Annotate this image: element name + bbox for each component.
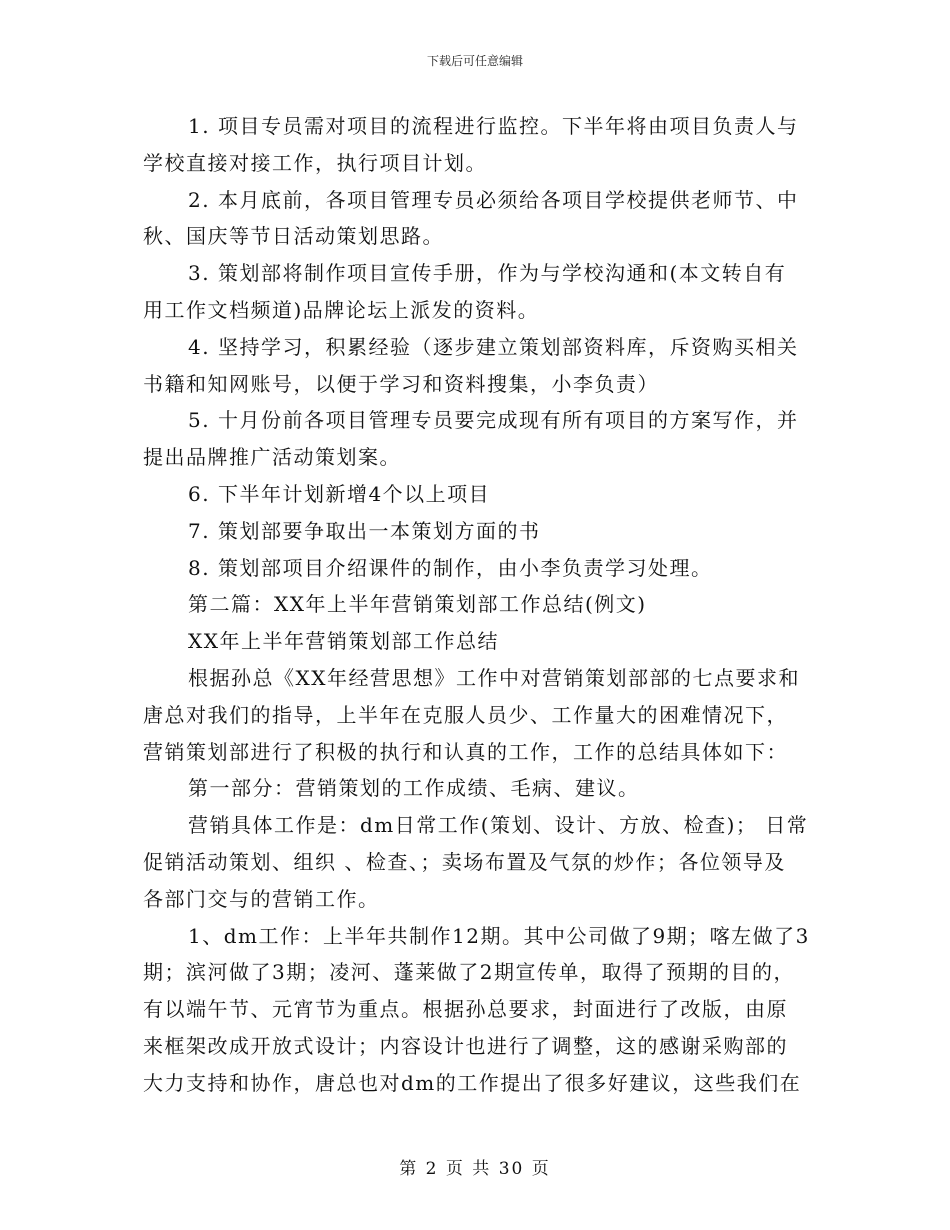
text-line: 营销策划部进行了积极的执行和认真的工作，工作的总结具体如下： (143, 739, 788, 764)
page-header: 下载后可任意编辑 (426, 54, 523, 68)
text-line: 1、dm工作：上半年共制作12期。其中公司做了9期；喀左做了3 (188, 923, 810, 948)
page-footer: 第 2 页 共 30 页 (399, 1159, 551, 1179)
text-line: 3. 策划部将制作项目宣传手册，作为与学校沟通和(本文转自有 (188, 261, 787, 286)
body-text (143, 108, 813, 1102)
text-line: 唐总对我们的指导，上半年在克服人员少、工作量大的困难情况下， (143, 702, 788, 727)
text-line: 8. 策划部项目介绍课件的制作，由小李负责学习处理。 (188, 555, 713, 580)
text-line: 2. 本月底前，各项目管理专员必须给各项目学校提供老师节、中 (188, 187, 799, 212)
text-line: 5. 十月份前各项目管理专员要完成现有所有项目的方案写作，并 (188, 408, 799, 433)
text-line: 7. 策划部要争取出一本策划方面的书 (188, 518, 541, 543)
text-line: 大力支持和协作，唐总也对dm的工作提出了很多好建议，这些我们在 (143, 1070, 802, 1095)
text-line: 用工作文档频道)品牌论坛上派发的资料。 (143, 297, 540, 322)
text-line: 各部门交与的营销工作。 (143, 886, 380, 911)
text-line: 营销具体工作是：dm日常工作(策划、设计、方放、检查)； 日常 (188, 813, 809, 838)
text-line: XX年上半年营销策划部工作总结 (188, 629, 499, 654)
text-line: 促销活动策划、组织 、检查、；卖场布置及气氛的炒作；各位领导及 (143, 849, 786, 874)
text-line: 第二篇：XX年上半年营销策划部工作总结(例文) (188, 592, 647, 617)
text-line: 来框架改成开放式设计；内容设计也进行了调整，这的感谢采购部的 (143, 1033, 788, 1058)
text-line: 1. 项目专员需对项目的流程进行监控。下半年将由项目负责人与 (188, 114, 799, 138)
text-line: 6. 下半年计划新增4个以上项目 (188, 481, 491, 506)
text-line: 学校直接对接工作，执行项目计划。 (143, 150, 487, 175)
text-line: 书籍和知网账号，以便于学习和资料搜集，小李负责） (143, 371, 659, 396)
text-line: 有以端午节、元宵节为重点。根据孙总要求，封面进行了改版，由原 (143, 997, 788, 1022)
text-line: 提出品牌推广活动策划案。 (143, 445, 401, 470)
text-line: 根据孙总《XX年经营思想》工作中对营销策划部部的七点要求和 (188, 665, 800, 690)
text-line: 4. 坚持学习，积累经验（逐步建立策划部资料库，斥资购买相关 (188, 334, 799, 359)
text-line: 期；滨河做了3期；凌河、蓬莱做了2期宣传单，取得了预期的目的， (143, 960, 795, 985)
text-line: 秋、国庆等节日活动策划思路。 (143, 224, 444, 249)
text-line: 第一部分：营销策划的工作成绩、毛病、建议。 (188, 776, 640, 801)
